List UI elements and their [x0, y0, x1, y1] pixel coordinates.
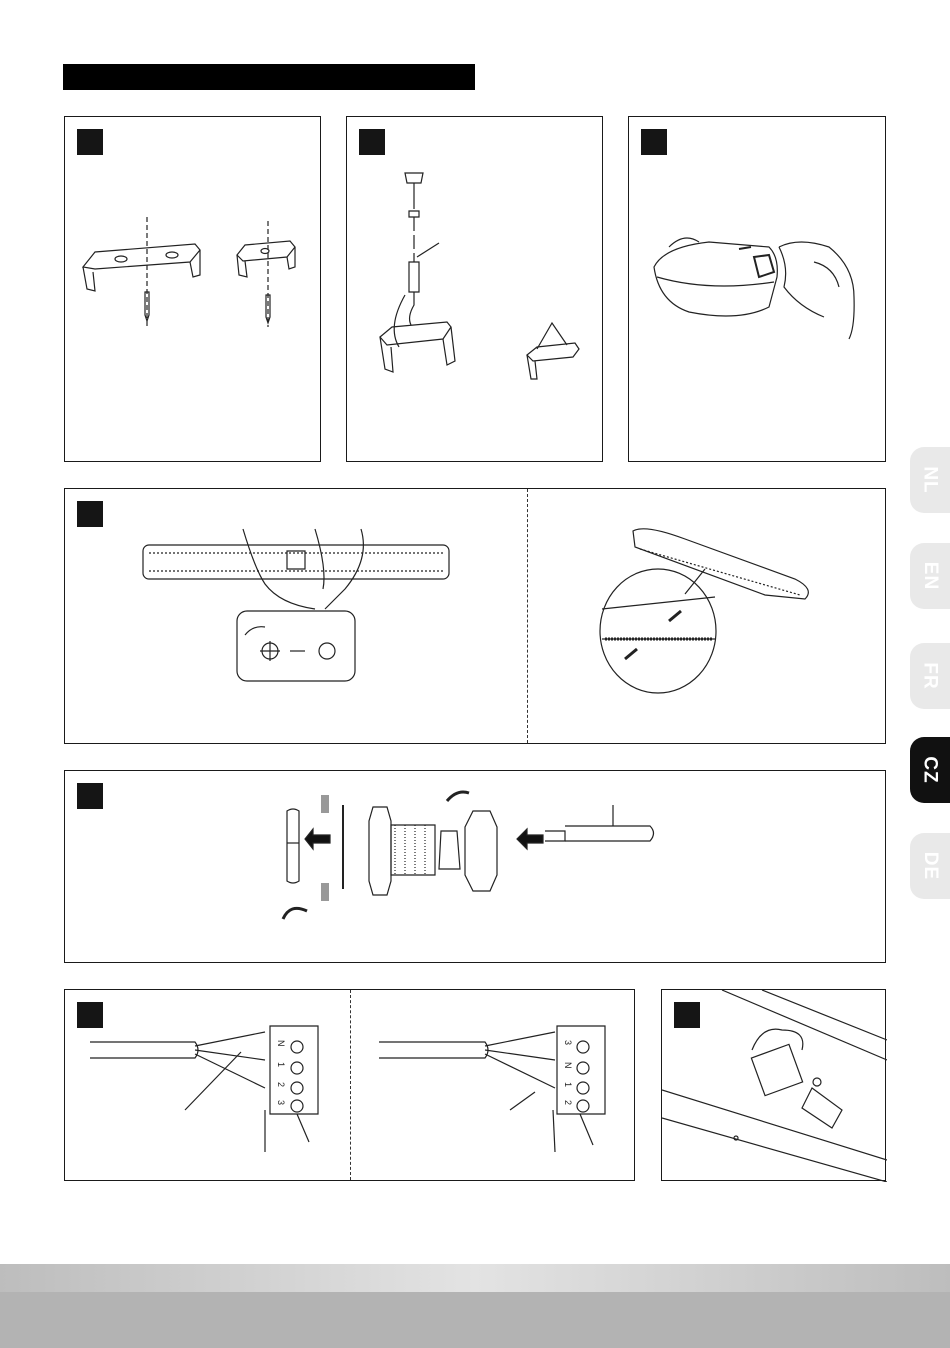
language-tab-de[interactable] [910, 833, 950, 899]
connector-inside-luminaire-illustration [662, 990, 887, 1182]
panel-cable-gland [64, 770, 886, 963]
tab-label: DE [920, 851, 941, 881]
panel-end-caps [64, 488, 886, 744]
terminal-label: N [276, 1040, 286, 1047]
language-tab-fr[interactable] [910, 643, 950, 709]
panel-connector [661, 989, 886, 1181]
tab-label: NL [919, 466, 941, 494]
terminal-label: 3 [276, 1100, 286, 1106]
terminal-label: 1 [276, 1062, 286, 1068]
wiring-diagram-illustration [65, 990, 636, 1182]
tab-label: FR [919, 662, 941, 690]
cable-gland-exploded-illustration [65, 771, 887, 964]
footer-band [0, 1292, 950, 1348]
language-tab-nl[interactable] [910, 447, 950, 513]
terminal-label: 2 [563, 1100, 573, 1106]
footer-band-light [0, 1264, 950, 1292]
terminal-label: N [563, 1062, 573, 1069]
luminaire-body-illustration [65, 489, 887, 745]
tab-label: CZ [919, 756, 941, 784]
hand-opening-clip-illustration [629, 117, 887, 463]
clip-screw-illustration [65, 117, 322, 463]
panel-wiring [64, 989, 635, 1181]
panel-cover-clip [628, 116, 886, 462]
language-tab-cz[interactable] [910, 737, 950, 803]
terminal-label: 3 [563, 1040, 573, 1046]
section-title-bar [63, 64, 475, 90]
panel-mounting-clips [64, 116, 321, 462]
panel-suspension [346, 116, 603, 462]
suspension-wire-illustration [347, 117, 604, 463]
tab-label: EN [920, 561, 941, 591]
terminal-label: 2 [276, 1082, 286, 1088]
language-tab-en[interactable] [910, 543, 950, 609]
terminal-label: 1 [563, 1082, 573, 1088]
